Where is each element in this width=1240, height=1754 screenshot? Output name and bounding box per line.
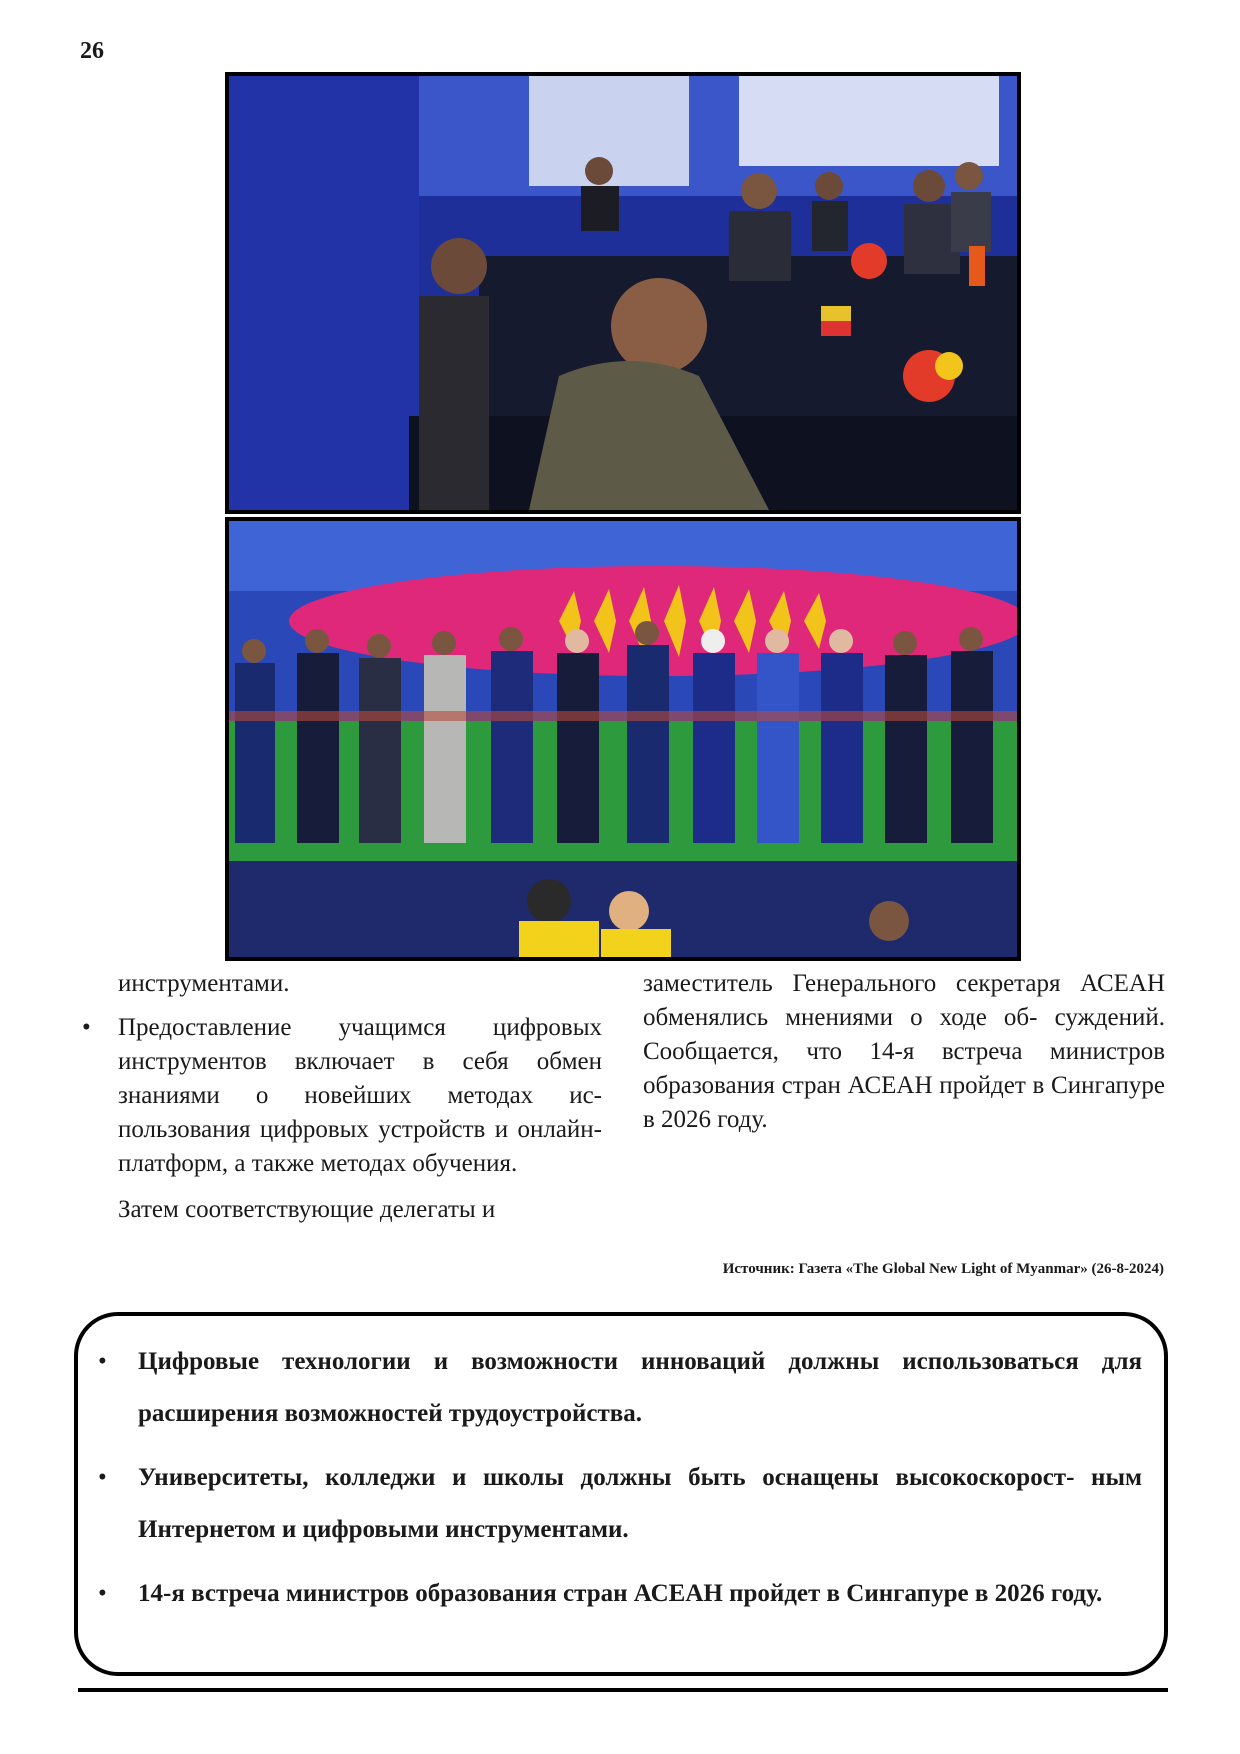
summary-item	[98, 1336, 1142, 1440]
group-photo	[225, 517, 1021, 961]
summary-item	[98, 1452, 1142, 1556]
left-continuation: инструментами.	[118, 970, 290, 997]
bullet-icon: •	[98, 1464, 107, 1491]
left-bullet-text: Предоставление учащимся цифровых инструментов включает в себя обмен знаниями о новейших методах ис- пользования цифровых устройств и онлайн-платформ, а также методах обучения.	[118, 1014, 602, 1177]
summary-item-text: Университеты, колледжи и школы должны быть оснащены высокоскорост- ным Интернетом и цифровыми инструментами.	[138, 1464, 1142, 1543]
source-citation: Источник: Газета «The Global New Light of Myanmar» (26-8-2024)	[722, 1261, 1164, 1277]
bullet-icon: •	[98, 1580, 107, 1607]
summary-item	[98, 1568, 1142, 1620]
right-column-text: заместитель Генерального секретаря АСЕАН обменялись мнениями о ходе об- суждений. Сообщается, что 14-я встреча министров образования стран АСЕАН пройдет в Сингапуре в 2026 году.	[643, 970, 1165, 1133]
summary-item-text: Цифровые технологии и возможности инноваций должны использоваться для расширения возможностей трудоустройства.	[138, 1348, 1142, 1427]
meeting-photo-image	[229, 76, 1017, 510]
left-bullet-item	[82, 1011, 602, 1181]
summary-item-text: 14-я встреча министров образования стран АСЕАН пройдет в Сингапуре в 2026 году.	[138, 1580, 1103, 1607]
footer-rule	[78, 1688, 1168, 1692]
left-column	[82, 967, 602, 1227]
bullet-icon: •	[98, 1348, 107, 1375]
left-paragraph-start: Затем соответствующие делегаты и	[118, 1196, 496, 1223]
right-column	[643, 967, 1165, 1137]
group-photo-image	[229, 521, 1017, 957]
summary-list	[78, 1316, 1164, 1620]
page-number: 26	[80, 38, 104, 64]
meeting-photo	[225, 72, 1021, 514]
summary-box	[74, 1312, 1168, 1676]
bullet-icon: •	[82, 1014, 91, 1041]
